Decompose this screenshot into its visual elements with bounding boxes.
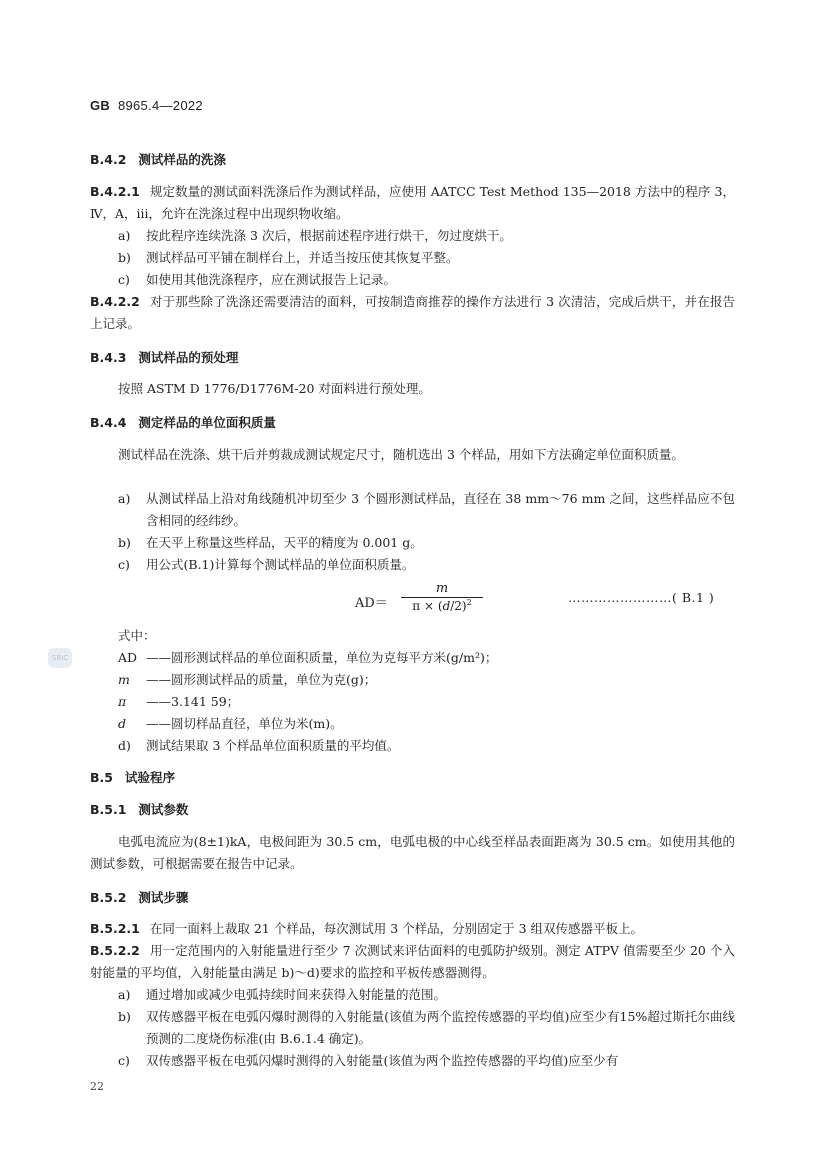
clause-b521 <box>90 918 735 940</box>
section-title: 测试步骤 <box>138 890 189 905</box>
where-label: 式中： <box>118 628 156 643</box>
den-var: d <box>442 599 451 613</box>
section-heading-b42 <box>90 150 226 168</box>
section-title: 试验程序 <box>124 770 175 785</box>
item-label: c) <box>118 272 130 287</box>
symbol-definition <box>118 691 239 713</box>
paragraph-b44: 测试样品在洗涤、烘干后并剪裁成测试规定尺寸，随机选出 3 个样品，用如下方法确定单位面积质量。 <box>118 447 684 462</box>
symbol-definition <box>118 647 497 669</box>
item-label: b) <box>118 1009 131 1024</box>
list-item <box>118 247 735 269</box>
list-item <box>118 225 735 247</box>
section-title: 测试样品的预处理 <box>138 350 239 365</box>
item-text: 在天平上称量这些样品，天平的精度为 0.001 g。 <box>146 535 423 550</box>
item-text: 用公式(B.1)计算每个测试样品的单位面积质量。 <box>146 557 415 572</box>
clause-b522 <box>90 940 735 984</box>
item-label: c) <box>118 1053 130 1068</box>
item-text: 按此程序连续洗涤 3 次后，根据前述程序进行烘干，勿过度烘干。 <box>146 228 512 243</box>
symbol-definition <box>118 669 376 691</box>
list-item <box>118 1006 735 1050</box>
clause-b422 <box>90 291 735 335</box>
item-text: 双传感器平板在电弧闪爆时测得的入射能量(该值为两个监控传感器的平均值)应至少有 <box>146 1053 619 1068</box>
item-label: a) <box>118 987 131 1002</box>
clause-b421 <box>90 181 735 225</box>
section-heading-b52 <box>90 888 188 906</box>
section-number: B.4.4 <box>90 415 127 430</box>
symbol-def: ——圆形测试样品的单位面积质量，单位为克每平方米(g/m²)； <box>146 650 498 665</box>
list-item <box>118 269 735 291</box>
section-number: B.5 <box>90 770 113 785</box>
symbol-definition <box>118 713 343 735</box>
section-heading-b5 <box>90 768 175 786</box>
clause-number: B.5.2.2 <box>90 943 140 958</box>
list-item <box>118 1050 735 1072</box>
formula-numerator: m <box>435 581 449 596</box>
item-label: a) <box>118 491 131 506</box>
clause-number: B.5.2.1 <box>90 921 140 936</box>
clause-number: B.4.2.2 <box>90 294 140 309</box>
formula-b1 <box>355 582 485 618</box>
item-label: b) <box>118 250 131 265</box>
clause-text: 对于那些除了洗涤还需要清洁的面料，可按制造商推荐的操作方法进行 3 次清洁，完成后烘干，并在报告上记录。 <box>90 294 735 331</box>
item-text: 通过增加或减少电弧持续时间来获得入射能量的范围。 <box>146 987 447 1002</box>
list-item <box>118 735 735 757</box>
item-label: b) <box>118 535 131 550</box>
symbol-def: ——圆切样品直径，单位为米(m)。 <box>146 716 343 731</box>
symbol: m <box>118 672 130 687</box>
clause-number: B.4.2.1 <box>90 184 140 199</box>
den-prefix: π × ( <box>412 599 443 613</box>
page-number: 22 <box>90 1080 104 1093</box>
section-title: 测试参数 <box>138 802 189 817</box>
item-text: 如使用其他洗涤程序，应在测试报告上记录。 <box>146 272 397 287</box>
clause-text: 规定数量的测试面料洗涤后作为测试样品，应使用 AATCC Test Method 135—2018 方法中的程序 3，Ⅳ，A，iii，允许在洗涤过程中出现织物收缩。 <box>90 184 735 221</box>
section-title: 测试样品的洗涤 <box>138 152 226 167</box>
formula-denominator <box>401 599 483 613</box>
paragraph-b51: 电弧电流应为(8±1)kA，电极间距为 30.5 cm，电弧电极的中心线至样品表面距离为 30.5 cm。如使用其他的测试参数，可根据需要在报告中记录。 <box>90 834 735 871</box>
section-number: B.4.3 <box>90 350 127 365</box>
list-item <box>118 554 735 576</box>
item-text: 测试样品可平铺在制样台上，并适当按压使其恢复平整。 <box>146 250 459 265</box>
standard-number: 8965.4—2022 <box>117 98 203 113</box>
list-item <box>118 488 735 532</box>
list-item <box>118 532 735 554</box>
item-label: d) <box>118 738 131 753</box>
clause-text: 在同一面料上裁取 21 个样品，每次测试用 3 个样品，分别固定于 3 组双传感器平板上。 <box>149 921 644 936</box>
section-heading-b51 <box>90 800 188 818</box>
item-label: c) <box>118 557 130 572</box>
section-number: B.4.2 <box>90 152 127 167</box>
watermark-logo: SBIC <box>48 648 72 668</box>
paragraph-b43: 按照 ASTM D 1776/D1776M-20 对面料进行预处理。 <box>118 381 431 396</box>
symbol: π <box>118 694 127 709</box>
symbol-def: ——3.141 59； <box>146 694 240 709</box>
section-heading-b44 <box>90 413 276 431</box>
symbol: AD <box>118 650 138 665</box>
section-title: 测定样品的单位面积质量 <box>138 415 276 430</box>
den-exponent: 2 <box>466 598 472 607</box>
section-number: B.5.1 <box>90 802 127 817</box>
standard-prefix: GB <box>90 98 111 113</box>
item-label: a) <box>118 228 131 243</box>
equation-number: ……………………( B.1 ) <box>568 590 715 605</box>
symbol-def: ——圆形测试样品的质量，单位为克(g)； <box>146 672 377 687</box>
item-text: 双传感器平板在电弧闪爆时测得的入射能量(该值为两个监控传感器的平均值)应至少有15%超过斯托尔曲线预测的二度烧伤标准(由 B.6.1.4 确定)。 <box>146 1009 735 1046</box>
symbol: d <box>118 716 127 731</box>
clause-text: 用一定范围内的入射能量进行至少 7 次测试来评估面料的电弧防护级别。测定 ATPV 值需要至少 20 个入射能量的平均值，入射能量由满足 b)～d)要求的监控和平板传感器测得。 <box>90 943 735 980</box>
section-heading-b43 <box>90 348 238 366</box>
formula-lhs: AD＝ <box>355 596 388 611</box>
den-suffix: /2) <box>450 599 467 613</box>
item-text: 测试结果取 3 个样品单位面积质量的平均值。 <box>146 738 400 753</box>
item-text: 从测试样品上沿对角线随机冲切至少 3 个圆形测试样品，直径在 38 mm～76 mm 之间，这些样品应不包含相同的经纬纱。 <box>146 491 735 528</box>
section-number: B.5.2 <box>90 890 127 905</box>
document-header <box>90 98 203 113</box>
formula-fraction <box>401 582 483 613</box>
list-item <box>118 984 735 1006</box>
